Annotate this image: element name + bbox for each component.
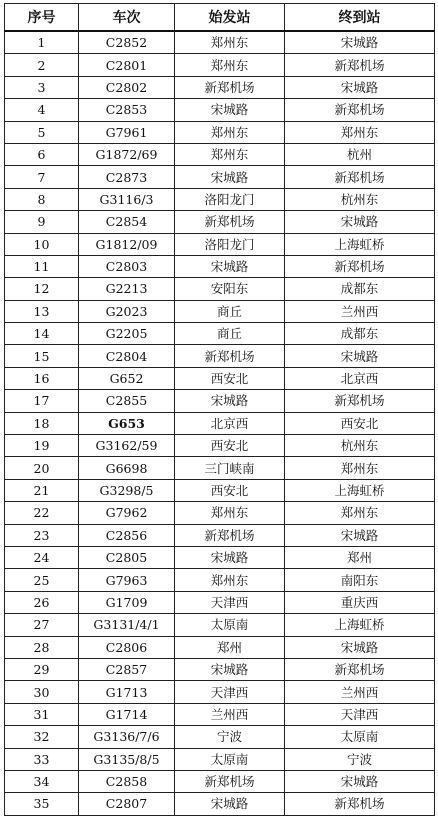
- destination-station: 杭州东: [285, 188, 435, 210]
- train-number: C2853: [79, 99, 175, 121]
- destination-station: 宋城路: [285, 345, 435, 367]
- table-row: [5, 479, 435, 501]
- origin-station: 郑州东: [175, 143, 285, 165]
- header-row: [5, 4, 435, 32]
- train-number: C2873: [79, 166, 175, 188]
- origin-station: 太原南: [175, 748, 285, 770]
- row-index: 33: [5, 748, 79, 770]
- origin-station: 西安北: [175, 479, 285, 501]
- table-row: [5, 233, 435, 255]
- table-row: [5, 793, 435, 815]
- row-index: 3: [5, 76, 79, 98]
- destination-station: 新郑机场: [285, 54, 435, 76]
- row-index: 26: [5, 591, 79, 613]
- row-index: 14: [5, 323, 79, 345]
- row-index: 32: [5, 726, 79, 748]
- origin-station: 西安北: [175, 367, 285, 389]
- row-index: 28: [5, 636, 79, 658]
- destination-station: 北京西: [285, 367, 435, 389]
- train-number: G7961: [79, 121, 175, 143]
- train-number: G3162/59: [79, 435, 175, 457]
- train-number: C2802: [79, 76, 175, 98]
- destination-station: 新郑机场: [285, 793, 435, 815]
- train-number: G3136/7/6: [79, 726, 175, 748]
- destination-station: 宋城路: [285, 76, 435, 98]
- destination-station: 太原南: [285, 726, 435, 748]
- origin-station: 新郑机场: [175, 211, 285, 233]
- row-index: 10: [5, 233, 79, 255]
- table-body: [5, 31, 435, 815]
- table-row: [5, 636, 435, 658]
- table-row: [5, 703, 435, 725]
- train-number: G1709: [79, 591, 175, 613]
- origin-station: 洛阳龙门: [175, 233, 285, 255]
- table-row: [5, 658, 435, 680]
- train-number: C2801: [79, 54, 175, 76]
- train-number: G653: [79, 412, 175, 434]
- row-index: 27: [5, 614, 79, 636]
- train-number: G2205: [79, 323, 175, 345]
- origin-station: 宋城路: [175, 99, 285, 121]
- table-header: [5, 4, 435, 32]
- train-number: C2807: [79, 793, 175, 815]
- row-index: 35: [5, 793, 79, 815]
- table-row: [5, 390, 435, 412]
- origin-station: 郑州东: [175, 54, 285, 76]
- row-index: 7: [5, 166, 79, 188]
- row-index: 25: [5, 569, 79, 591]
- table-row: [5, 569, 435, 591]
- destination-station: 宋城路: [285, 636, 435, 658]
- destination-station: 郑州东: [285, 121, 435, 143]
- train-number: G1714: [79, 703, 175, 725]
- destination-station: 南阳东: [285, 569, 435, 591]
- origin-station: 宋城路: [175, 255, 285, 277]
- schedule-document: [4, 3, 434, 816]
- destination-station: 天津西: [285, 703, 435, 725]
- origin-station: 郑州东: [175, 121, 285, 143]
- origin-station: 天津西: [175, 681, 285, 703]
- row-index: 5: [5, 121, 79, 143]
- destination-station: 宋城路: [285, 770, 435, 792]
- origin-station: 宋城路: [175, 793, 285, 815]
- table-row: [5, 211, 435, 233]
- row-index: 13: [5, 300, 79, 322]
- train-number: G1713: [79, 681, 175, 703]
- origin-station: 宁波: [175, 726, 285, 748]
- train-number: C2804: [79, 345, 175, 367]
- train-number: C2806: [79, 636, 175, 658]
- table-row: [5, 300, 435, 322]
- origin-station: 商丘: [175, 323, 285, 345]
- destination-station: 新郑机场: [285, 255, 435, 277]
- train-number: G3131/4/1: [79, 614, 175, 636]
- origin-station: 三门峡南: [175, 457, 285, 479]
- table-row: [5, 502, 435, 524]
- origin-station: 郑州东: [175, 569, 285, 591]
- origin-station: 西安北: [175, 435, 285, 457]
- row-index: 31: [5, 703, 79, 725]
- table-row: [5, 54, 435, 76]
- table-row: [5, 546, 435, 568]
- row-index: 4: [5, 99, 79, 121]
- row-index: 9: [5, 211, 79, 233]
- destination-station: 杭州东: [285, 435, 435, 457]
- origin-station: 宋城路: [175, 390, 285, 412]
- row-index: 30: [5, 681, 79, 703]
- table-row: [5, 367, 435, 389]
- row-index: 1: [5, 31, 79, 54]
- header-index: 序号: [5, 4, 79, 32]
- train-number: C2858: [79, 770, 175, 792]
- train-number: C2855: [79, 390, 175, 412]
- row-index: 22: [5, 502, 79, 524]
- destination-station: 郑州东: [285, 502, 435, 524]
- destination-station: 新郑机场: [285, 166, 435, 188]
- origin-station: 天津西: [175, 591, 285, 613]
- table-row: [5, 412, 435, 434]
- origin-station: 郑州东: [175, 31, 285, 54]
- table-row: [5, 76, 435, 98]
- train-number: G7963: [79, 569, 175, 591]
- destination-station: 郑州东: [285, 457, 435, 479]
- table-row: [5, 143, 435, 165]
- destination-station: 杭州: [285, 143, 435, 165]
- train-number: G3135/8/5: [79, 748, 175, 770]
- row-index: 20: [5, 457, 79, 479]
- train-number: C2857: [79, 658, 175, 680]
- header-destination-station: 终到站: [285, 4, 435, 32]
- destination-station: 新郑机场: [285, 99, 435, 121]
- train-number: G652: [79, 367, 175, 389]
- train-number: G1872/69: [79, 143, 175, 165]
- destination-station: 宋城路: [285, 524, 435, 546]
- train-number: G3298/5: [79, 479, 175, 501]
- destination-station: 宋城路: [285, 211, 435, 233]
- table-row: [5, 524, 435, 546]
- table-row: [5, 435, 435, 457]
- origin-station: 新郑机场: [175, 345, 285, 367]
- row-index: 12: [5, 278, 79, 300]
- train-number: G3116/3: [79, 188, 175, 210]
- row-index: 18: [5, 412, 79, 434]
- destination-station: 新郑机场: [285, 658, 435, 680]
- row-index: 19: [5, 435, 79, 457]
- table-row: [5, 255, 435, 277]
- table-row: [5, 99, 435, 121]
- row-index: 6: [5, 143, 79, 165]
- table-row: [5, 323, 435, 345]
- origin-station: 新郑机场: [175, 524, 285, 546]
- row-index: 17: [5, 390, 79, 412]
- origin-station: 宋城路: [175, 546, 285, 568]
- table-row: [5, 121, 435, 143]
- train-number: C2852: [79, 31, 175, 54]
- header-origin-station: 始发站: [175, 4, 285, 32]
- destination-station: 宁波: [285, 748, 435, 770]
- destination-station: 郑州: [285, 546, 435, 568]
- origin-station: 洛阳龙门: [175, 188, 285, 210]
- table-row: [5, 591, 435, 613]
- table-row: [5, 166, 435, 188]
- origin-station: 宋城路: [175, 166, 285, 188]
- row-index: 2: [5, 54, 79, 76]
- destination-station: 兰州西: [285, 300, 435, 322]
- table-row: [5, 345, 435, 367]
- table-row: [5, 770, 435, 792]
- origin-station: 兰州西: [175, 703, 285, 725]
- origin-station: 新郑机场: [175, 770, 285, 792]
- origin-station: 北京西: [175, 412, 285, 434]
- train-number: C2854: [79, 211, 175, 233]
- train-number: G6698: [79, 457, 175, 479]
- origin-station: 太原南: [175, 614, 285, 636]
- table-row: [5, 681, 435, 703]
- destination-station: 兰州西: [285, 681, 435, 703]
- destination-station: 上海虹桥: [285, 614, 435, 636]
- table-row: [5, 726, 435, 748]
- train-number: G2213: [79, 278, 175, 300]
- train-number: G2023: [79, 300, 175, 322]
- table-row: [5, 188, 435, 210]
- header-train-number: 车次: [79, 4, 175, 32]
- train-schedule-table: [4, 3, 435, 816]
- destination-station: 新郑机场: [285, 390, 435, 412]
- row-index: 16: [5, 367, 79, 389]
- origin-station: 新郑机场: [175, 76, 285, 98]
- train-number: C2856: [79, 524, 175, 546]
- table-row: [5, 278, 435, 300]
- origin-station: 安阳东: [175, 278, 285, 300]
- destination-station: 上海虹桥: [285, 233, 435, 255]
- destination-station: 西安北: [285, 412, 435, 434]
- destination-station: 上海虹桥: [285, 479, 435, 501]
- row-index: 34: [5, 770, 79, 792]
- table-row: [5, 748, 435, 770]
- destination-station: 宋城路: [285, 31, 435, 54]
- row-index: 11: [5, 255, 79, 277]
- destination-station: 成都东: [285, 278, 435, 300]
- train-number: G7962: [79, 502, 175, 524]
- row-index: 23: [5, 524, 79, 546]
- destination-station: 重庆西: [285, 591, 435, 613]
- origin-station: 郑州: [175, 636, 285, 658]
- row-index: 29: [5, 658, 79, 680]
- row-index: 15: [5, 345, 79, 367]
- table-row: [5, 614, 435, 636]
- train-number: C2803: [79, 255, 175, 277]
- origin-station: 郑州东: [175, 502, 285, 524]
- destination-station: 成都东: [285, 323, 435, 345]
- row-index: 8: [5, 188, 79, 210]
- train-number: G1812/09: [79, 233, 175, 255]
- origin-station: 商丘: [175, 300, 285, 322]
- table-row: [5, 457, 435, 479]
- table-row: [5, 31, 435, 54]
- row-index: 24: [5, 546, 79, 568]
- origin-station: 宋城路: [175, 658, 285, 680]
- row-index: 21: [5, 479, 79, 501]
- train-number: C2805: [79, 546, 175, 568]
